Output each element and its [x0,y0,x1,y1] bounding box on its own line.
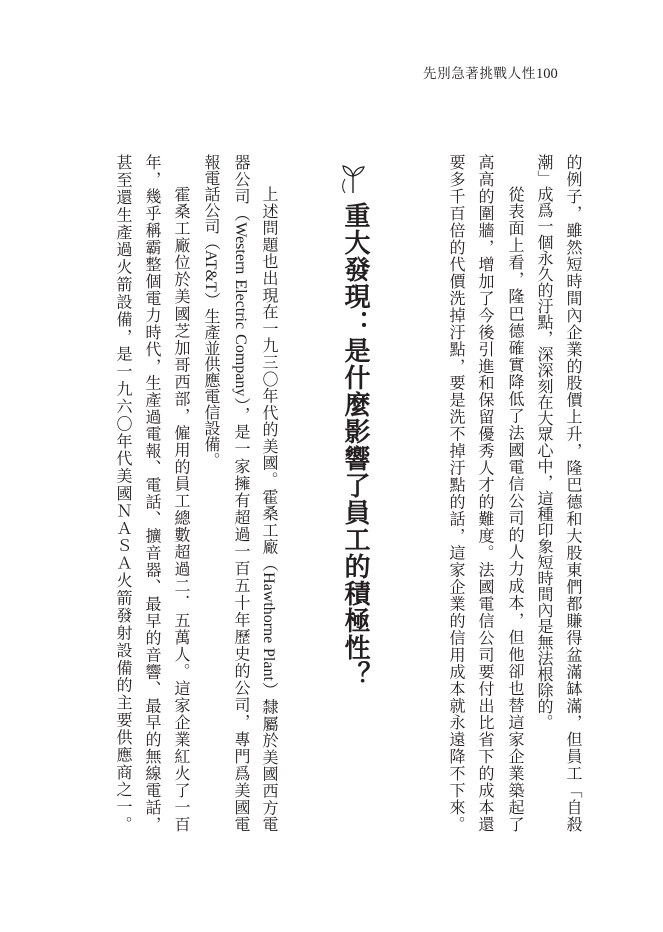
text-line: 高高的圍牆，增加了今後引進和保留優秀人才的難度。法國電信公司要付出比省下的成本還 [476,154,493,832]
text-line: 霍桑工廠位於美國芝加哥西部，僱用的員工總數超過二．五萬人。這家企業紅火了一百 [172,186,189,832]
text-line: 要多千百倍的代價洗掉汙點，要是洗不掉汙點的話，這家企業的信用成本就永遠降不下來。 [447,154,464,832]
text-line: 器公司（Western Electric Company），是一家擁有超過一百五十年歷史的公司，專門爲美國電 [232,154,249,832]
text-line: 年，幾乎稱霸整個電力時代，生產過電報、電話、擴音器、最早的音響、最早的無線電話， [143,154,160,832]
text-line: 報電話公司（AT&T）生產並供應電信設備。 [202,154,219,468]
page-number: 100 [536,66,558,82]
text-line: 的例子，雖然短時間內企業的股價上升，隆巴德和大股東們都賺得盆滿缽滿，但員工「自殺 [564,154,581,832]
text-line: 甚至還生產過火箭設備，是一九六〇年代美國ＮＡＳＡ火箭發射設備的主要供應商之一。 [114,154,131,832]
section-heading: 重大發現：是什麼影響了員工的積極性？ [341,202,370,688]
text-line: 從表面上看，隆巴德確實降低了法國電信公司的人力成本，但他卻也替這家企業築起了 [506,186,523,832]
sprout-icon [340,158,366,194]
text-line: 上述問題也出現在一九三〇年代的美國。霍桑工廠（Hawthorne Plant）隸屬於美國西方電 [260,186,277,832]
text-line: 潮」成爲一個永久的汙點，深深刻在大眾心中，這種印象短時間內是無法根除的。 [535,154,552,730]
running-title: 先別急著挑戰人性 [423,66,536,81]
